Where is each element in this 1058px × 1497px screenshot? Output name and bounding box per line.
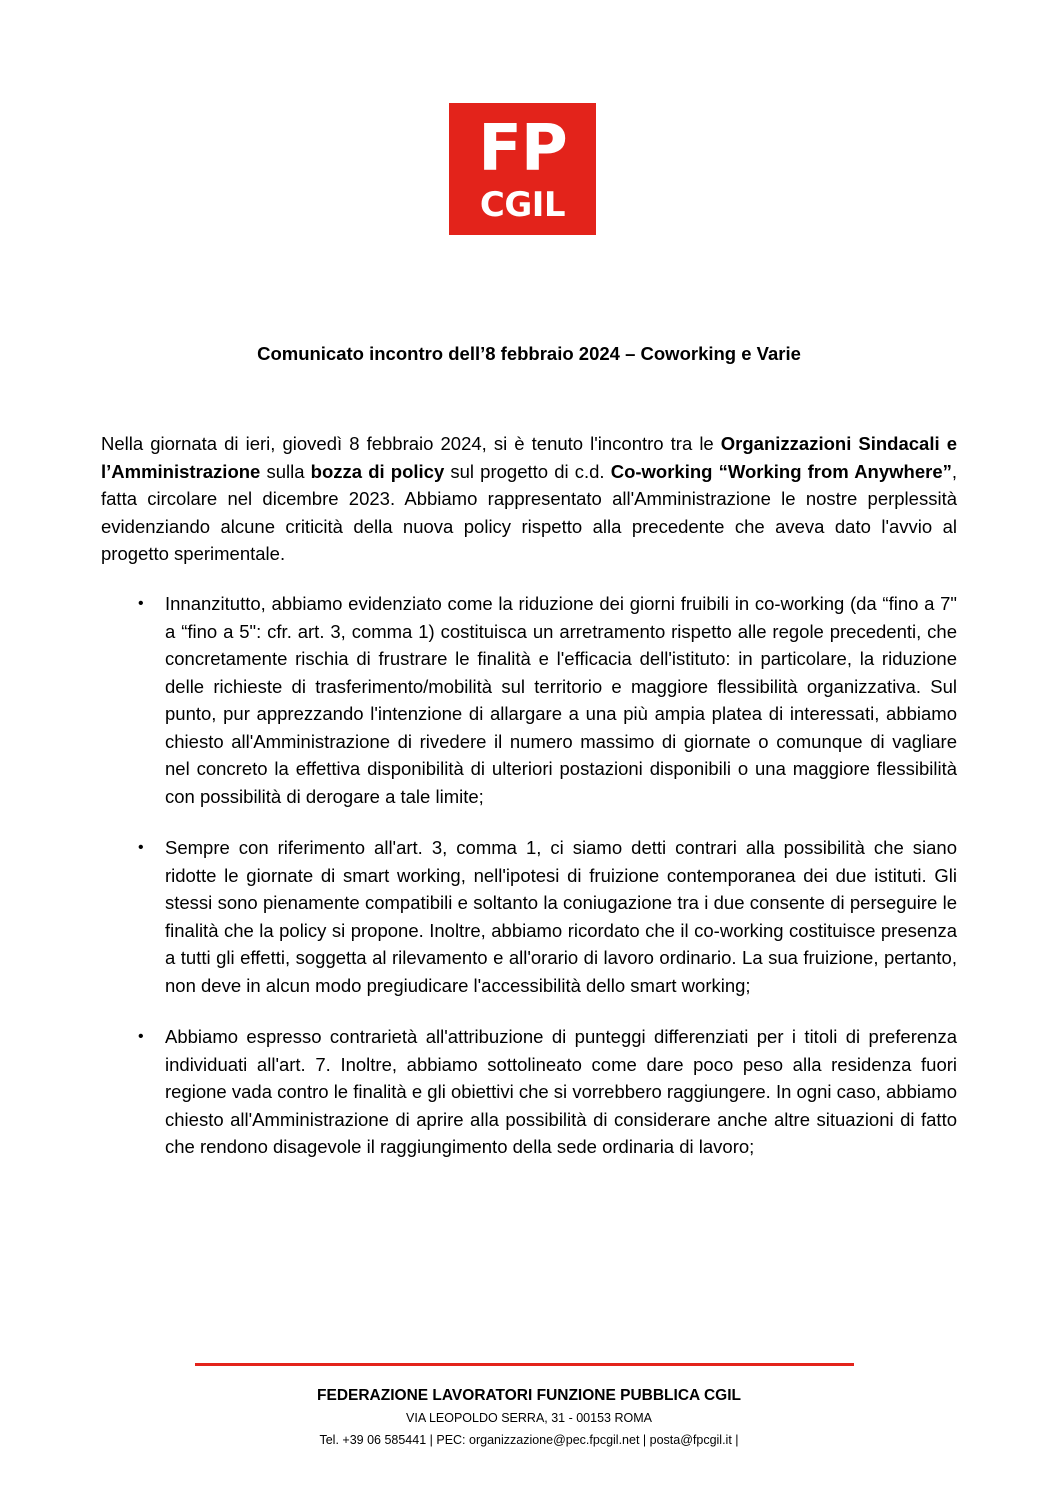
bullet-text: Innanzitutto, abbiamo evidenziato come la riduzione dei giorni fruibili in co-working (da “fino a 7" a “fino a 5": cfr. art. 3, comma 1) costituisca un arretramento rispetto alle regole precedenti, che concretamente rischia di frustrare le finalità e l'efficacia dell'istituto: in particolare, la riduzione delle richieste di trasferimento/mobilità sul territorio e maggiore flessibilità organizzativa. Sul punto, pur apprezzando l'intenzione di allargare a una più ampia platea di interessati, abbiamo chiesto all'Amministrazione di rivedere il numero massimo di giornate o comunque di vagliare nel concreto la effettiva disponibilità di ulteriori postazioni disponibili o una maggiore flessibilità con possibilità di derogare a tale limite;	[165, 593, 957, 807]
footer-contact: Tel. +39 06 585441 | PEC: organizzazione@pec.fpcgil.net | posta@fpcgil.it |	[319, 1433, 739, 1447]
bullet-item-smart-working	[101, 834, 957, 999]
bullet-text: Sempre con riferimento all'art. 3, comma 1, ci siamo detti contrari alla possibilità che siano ridotte le giornate di smart working, nell'ipotesi di fruizione contemporanea dei due istituti. Gli stessi sono pienamente compatibili e soltanto la coniugazione tra i due consente di perseguire le finalità che la policy si propone. Inoltre, abbiamo ricordato che il co-working costituisce presenza a tutti gli effetti, soggetta al rilevamento e all'orario di lavoro ordinario. La sua fruizione, pertanto, non deve in alcun modo pregiudicare l'accessibilità dello smart working;	[165, 837, 957, 996]
intro-bold-policy: bozza di policy	[310, 460, 445, 482]
footer-divider	[195, 1363, 854, 1366]
bullet-icon: •	[138, 839, 144, 856]
intro-text-3: sul progetto di c.d.	[444, 460, 611, 482]
intro-bold-parties: Organizzazioni Sindacali e l’Amministrazione	[101, 433, 957, 482]
footer-organization: FEDERAZIONE LAVORATORI FUNZIONE PUBBLICA CGIL	[317, 1387, 741, 1404]
bullet-list	[101, 590, 957, 1185]
intro-text-1: Nella giornata di ieri, giovedì 8 febbraio 2024, si è tenuto l'incontro tra le	[101, 433, 721, 454]
bullet-icon: •	[138, 595, 144, 612]
intro-paragraph	[101, 430, 957, 568]
bullet-item-coworking-days	[101, 590, 957, 810]
intro-bold-project: Co-working “Working from Anywhere”	[610, 460, 952, 482]
fp-cgil-logo	[449, 103, 596, 235]
footer-address: VIA LEOPOLDO SERRA, 31 - 00153 ROMA	[406, 1411, 652, 1425]
bullet-item-scores	[101, 1023, 957, 1161]
intro-text-4: , fatta circolare nel dicembre 2023. Abbiamo rappresentato all'Amministrazione le nostre perplessità evidenziando alcune criticità della nuova policy rispetto alla precedente che aveva dato l'avvio al progetto sperimentale.	[101, 460, 957, 564]
intro-text-2: sulla	[260, 460, 311, 482]
bullet-icon: •	[138, 1028, 144, 1045]
bullet-text: Abbiamo espresso contrarietà all'attribuzione di punteggi differenziati per i titoli di preferenza individuati all'art. 7. Inoltre, abbiamo sottolineato come dare poco peso alla residenza fuori regione vada contro le finalità e gli obiettivi che si vorrebbero raggiungere. In ogni caso, abbiamo chiesto all'Amministrazione di aprire alla possibilità di considerare anche altre situazioni di fatto che rendono disagevole il raggiungimento della sede ordinaria di lavoro;	[165, 1026, 957, 1157]
logo-cgil-text: CGIL	[479, 185, 566, 225]
document-title: Comunicato incontro dell’8 febbraio 2024 – Coworking e Varie	[257, 343, 801, 364]
logo-fp-text: FP	[478, 112, 567, 186]
